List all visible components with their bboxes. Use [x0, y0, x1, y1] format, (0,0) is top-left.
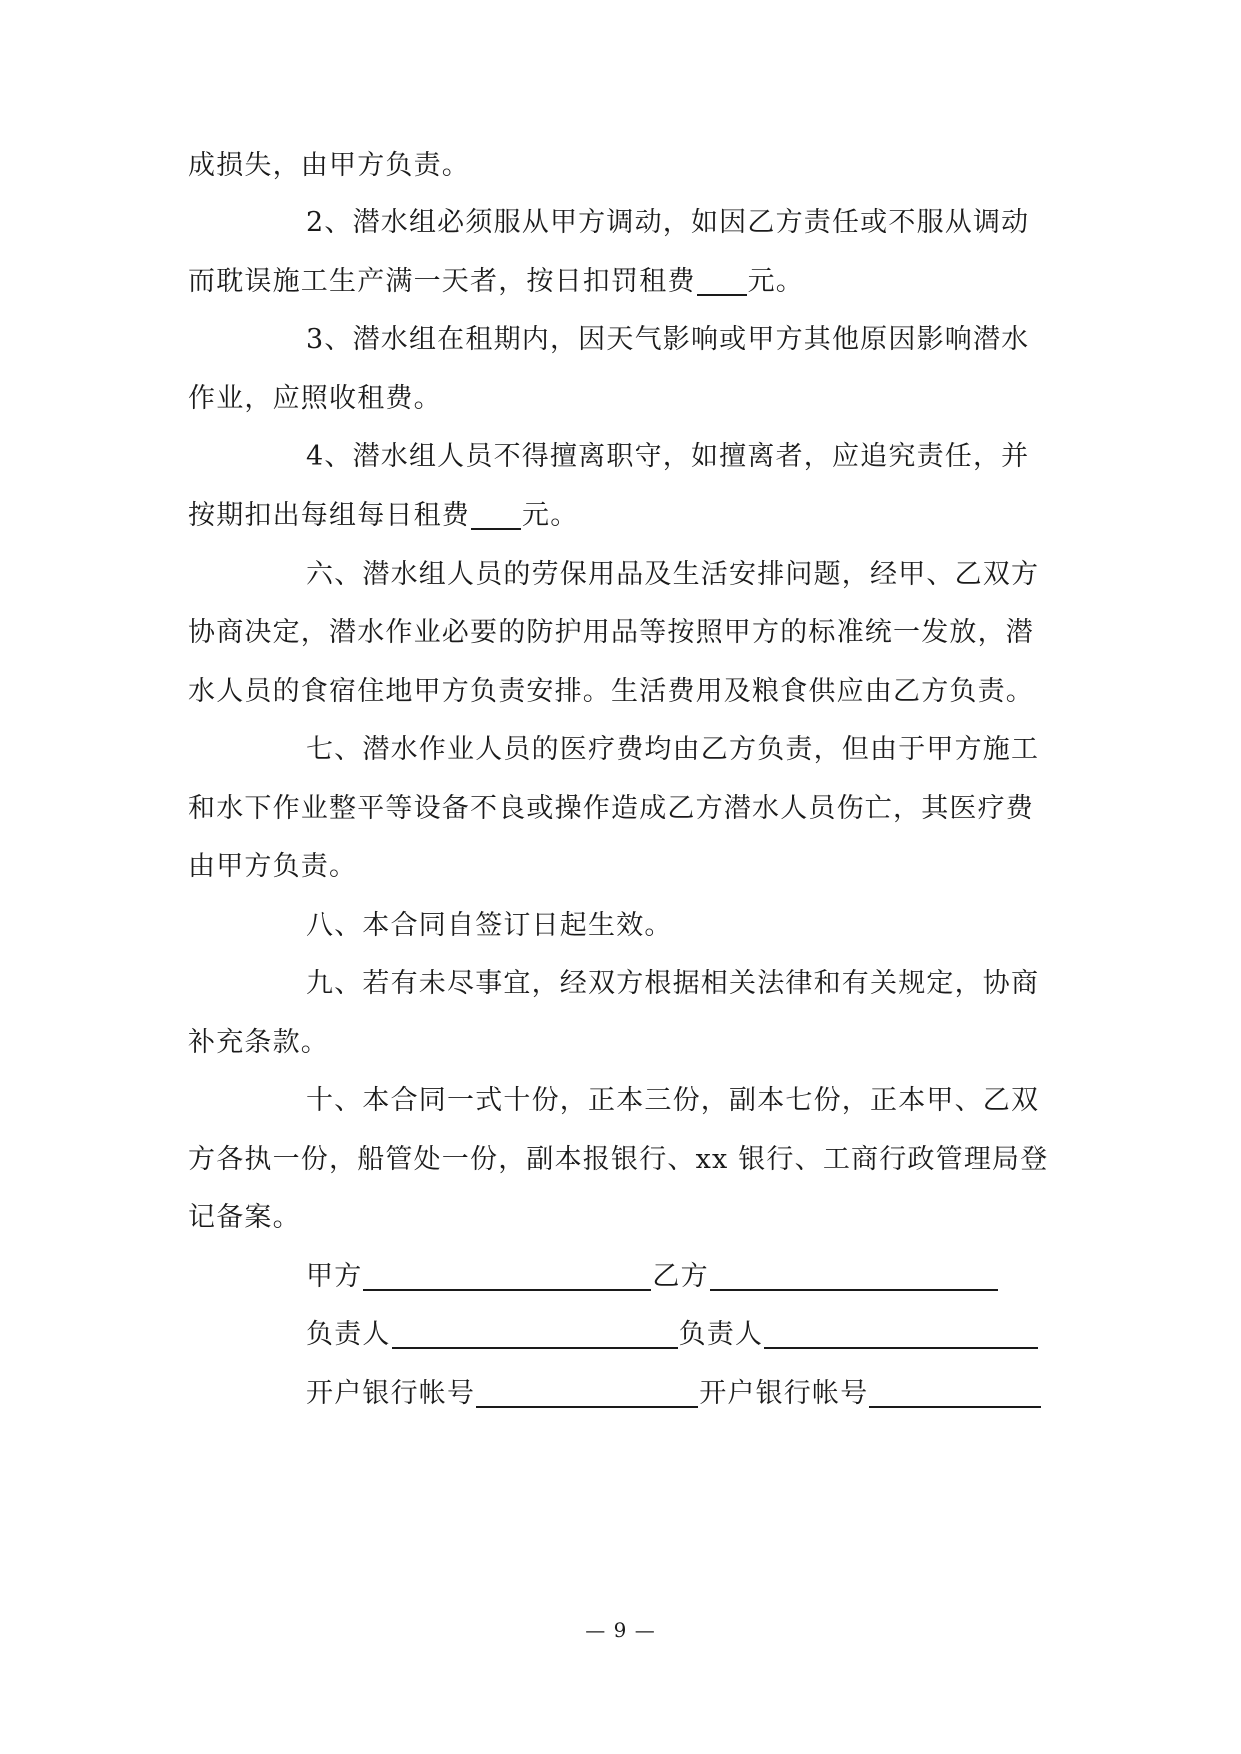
text-line: 协商决定，潜水作业必要的防护用品等按照甲方的标准统一发放，潜: [188, 617, 1034, 648]
text-line: 记备案。: [188, 1202, 301, 1233]
text-line: 成损失，由甲方负责。: [188, 150, 470, 181]
party-a-label: 甲方: [306, 1261, 363, 1292]
party-b-label: 乙方: [652, 1261, 709, 1292]
fill-blank: [697, 266, 747, 296]
person-b-blank: [764, 1319, 1038, 1349]
text-line: 4、潜水组人员不得擅离职守，如擅离者，应追究责任，并: [306, 441, 1030, 472]
text-segment: 而耽误施工生产满一天者，按日扣罚租费: [188, 266, 696, 297]
bank-a-label: 开户银行帐号: [306, 1378, 476, 1409]
text-line: [188, 262, 804, 302]
text-line: [188, 496, 578, 536]
party-a-blank: [363, 1261, 651, 1291]
text-line: 补充条款。: [188, 1027, 329, 1058]
text-line: 八、本合同自签订日起生效。: [306, 910, 673, 941]
text-line: 七、潜水作业人员的医疗费均由乙方负责，但由于甲方施工: [306, 734, 1040, 765]
page-number: — 9 —: [585, 1618, 656, 1642]
text-line: 六、潜水组人员的劳保用品及生活安排问题，经甲、乙双方: [306, 559, 1040, 590]
person-a-label: 负责人: [306, 1319, 391, 1350]
text-line: 3、潜水组在租期内，因天气影响或甲方其他原因影响潜水: [306, 324, 1030, 355]
text-line: 方各执一份，船管处一份，副本报银行、xx 银行、工商行政管理局登: [188, 1144, 1049, 1175]
bank-b-blank: [869, 1378, 1041, 1408]
text-segment: 按期扣出每组每日租费: [188, 500, 470, 531]
signature-line-banks: [306, 1374, 1042, 1414]
text-line: 由甲方负责。: [188, 851, 358, 882]
person-b-label: 负责人: [678, 1319, 764, 1350]
signature-line-persons: [306, 1315, 1039, 1355]
party-b-blank: [710, 1261, 998, 1291]
text-line: 九、若有未尽事宜，经双方根据相关法律和有关规定，协商: [306, 968, 1040, 999]
text-line: 十、本合同一式十份，正本三份，副本七份，正本甲、乙双: [306, 1085, 1040, 1116]
signature-line-parties: [306, 1257, 999, 1297]
text-segment: 元。: [747, 266, 805, 297]
text-line: 2、潜水组必须服从甲方调动，如因乙方责任或不服从调动: [306, 207, 1030, 238]
bank-a-blank: [476, 1378, 698, 1408]
bank-b-label: 开户银行帐号: [699, 1378, 869, 1409]
text-line: 水人员的食宿住地甲方负责安排。生活费用及粮食供应由乙方负责。: [188, 676, 1034, 707]
text-segment: 元。: [522, 500, 579, 531]
text-line: 作业，应照收租费。: [188, 383, 442, 414]
text-line: 和水下作业整平等设备不良或操作造成乙方潜水人员伤亡，其医疗费: [188, 793, 1034, 824]
fill-blank: [471, 500, 521, 530]
person-a-blank: [392, 1319, 678, 1349]
